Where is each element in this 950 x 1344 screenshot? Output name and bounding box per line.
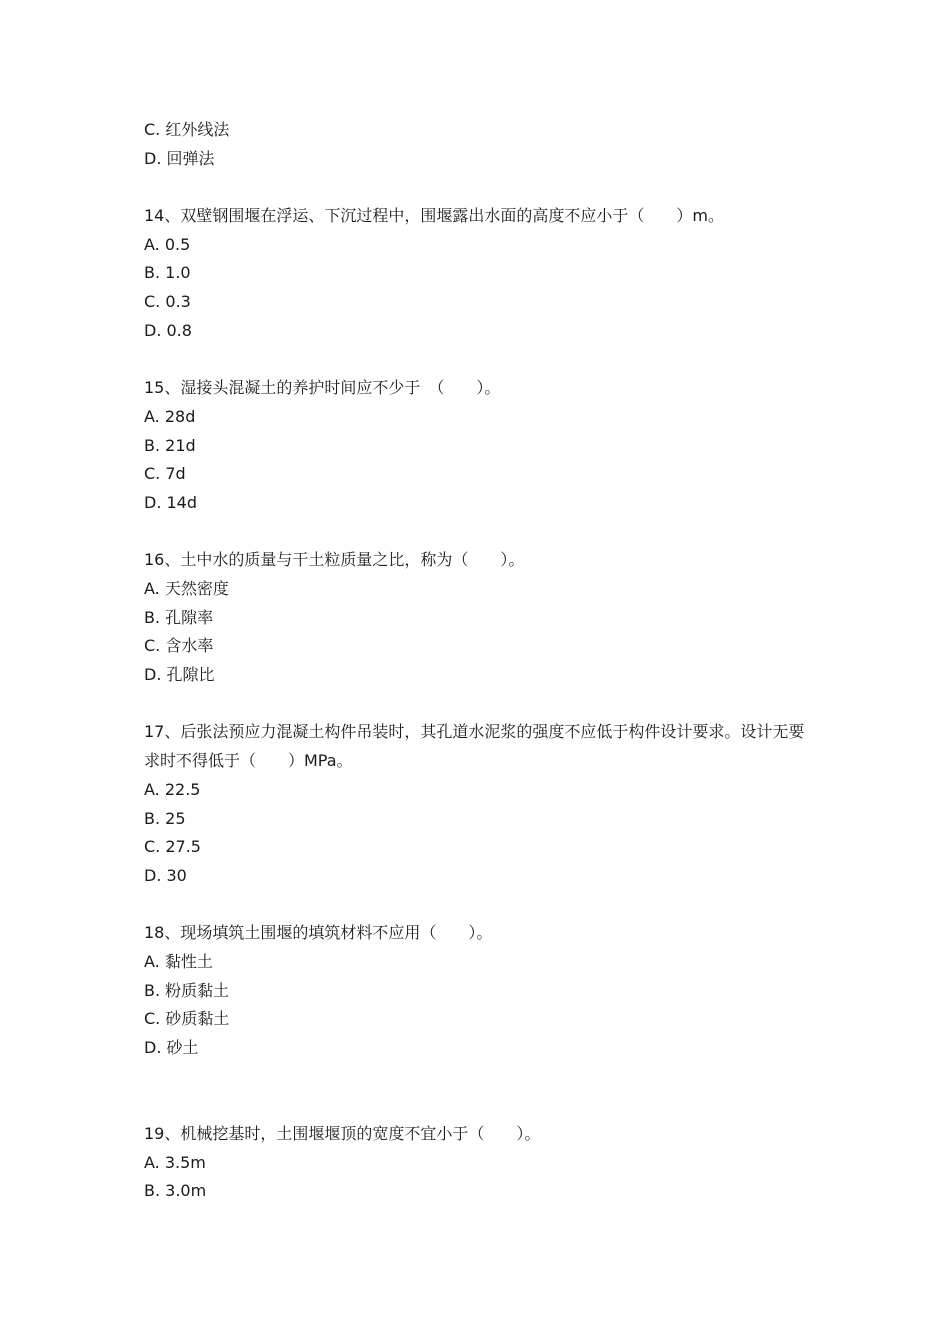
question-stem: 17、后张法预应力混凝土构件吊装时，其孔道水泥浆的强度不应低于构件设计要求。设计无要求时不得低于（ ）MPa。: [144, 722, 805, 771]
option-c: C. 砂质黏土: [144, 1009, 230, 1029]
question-17: [144, 718, 824, 890]
option-c: C. 0.3: [144, 292, 191, 312]
option-b: B. 粉质黏土: [144, 980, 230, 1000]
option-b: B. 孔隙率: [144, 607, 214, 627]
option-d: D. 砂土: [144, 1038, 199, 1058]
option-d: D. 孔隙比: [144, 665, 215, 685]
option-b: B. 1.0: [144, 263, 191, 283]
question-stem: 14、双壁钢围堰在浮运、下沉过程中，围堰露出水面的高度不应小于（ ）m。: [144, 206, 724, 226]
option-b: B. 3.0m: [144, 1181, 207, 1201]
spacer: [144, 690, 824, 719]
spacer: [144, 891, 824, 920]
spacer: [144, 173, 824, 202]
option-a: A. 22.5: [144, 779, 201, 799]
question-14: [144, 202, 824, 345]
option-a: A. 28d: [144, 406, 196, 426]
option-d: D. 0.8: [144, 320, 192, 340]
option-c: C. 含水率: [144, 636, 214, 656]
option-c: C. 红外线法: [144, 120, 230, 139]
option-a: A. 天然密度: [144, 579, 229, 598]
option-a: A. 3.5m: [144, 1152, 206, 1172]
question-stem: 16、土中水的质量与干土粒质量之比，称为（ ）。: [144, 550, 525, 570]
question-15: [144, 374, 824, 517]
option-c: C. 27.5: [144, 837, 201, 857]
spacer: [144, 518, 824, 547]
option-b: B. 21d: [144, 435, 196, 455]
option-c: C. 7d: [144, 464, 186, 484]
option-a: A. 0.5: [144, 234, 191, 254]
option-d: D. 14d: [144, 492, 198, 512]
document-page: [144, 116, 824, 1206]
spacer: [144, 346, 824, 375]
question-stem: 18、现场填筑土围堰的填筑材料不应用（ ）。: [144, 923, 493, 943]
option-d: D. 30: [144, 865, 187, 885]
option-b: B. 25: [144, 808, 186, 828]
question-18: [144, 919, 824, 1062]
question-16: [144, 546, 824, 689]
question-stem: 15、湿接头混凝土的养护时间应不少于 （ ）。: [144, 378, 501, 398]
option-a: A. 黏性土: [144, 951, 213, 971]
option-d: D. 回弹法: [144, 148, 215, 168]
spacer: [144, 1063, 824, 1120]
question-19: [144, 1120, 824, 1206]
question-stem: 19、机械挖基时，土围堰堰顶的宽度不宜小于（ ）。: [144, 1124, 541, 1144]
